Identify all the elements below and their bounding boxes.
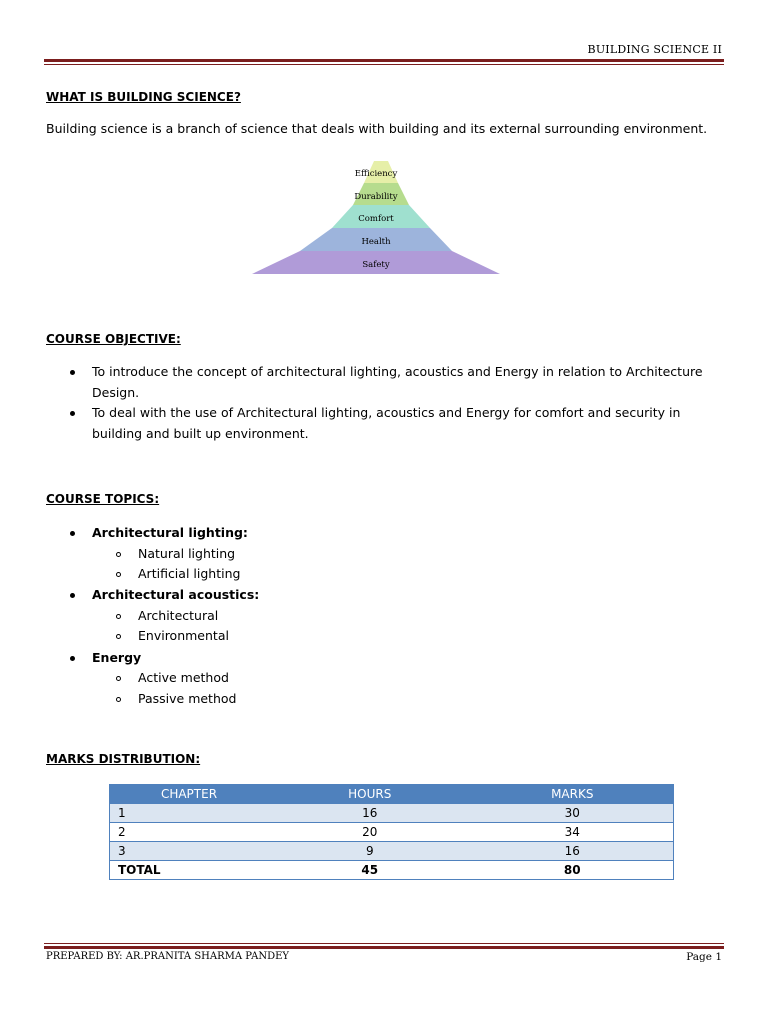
circle-bullet-icon <box>116 572 121 577</box>
objective-item-line: Design. <box>92 384 140 400</box>
footer-rule-thick <box>44 946 724 949</box>
topic-subitem: Active method <box>138 670 229 685</box>
circle-bullet-icon <box>116 634 121 639</box>
cell-chapter: 2 <box>110 823 269 842</box>
objective-item-line: To deal with the use of Architectural lighting, acoustics and Energy for comfort and security in <box>92 405 681 420</box>
table-total-row <box>110 861 674 880</box>
table-row <box>110 804 674 823</box>
objective-item-line: building and built up environment. <box>92 425 309 441</box>
cell-chapter: 1 <box>110 804 269 823</box>
circle-bullet-icon <box>116 676 121 681</box>
pyramid-label-health: Health <box>361 237 391 247</box>
section-heading-what-is: WHAT IS BUILDING SCIENCE? <box>46 90 241 104</box>
bullet-icon <box>70 531 75 536</box>
topic-subitem: Natural lighting <box>138 546 236 561</box>
table-row <box>110 842 674 861</box>
cell-total-hours: 45 <box>268 861 472 880</box>
marks-table <box>109 784 674 880</box>
definition-paragraph: Building science is a branch of science that deals with building and its external surrounding environment. <box>46 121 708 136</box>
footer-page-number: Page 1 <box>686 951 722 963</box>
building-science-pyramid <box>246 153 508 278</box>
bullet-icon <box>70 656 75 661</box>
cell-hours: 9 <box>268 842 472 861</box>
section-heading-topics: COURSE TOPICS: <box>46 492 160 506</box>
pyramid-label-safety: Safety <box>362 260 390 270</box>
objective-item <box>46 362 706 403</box>
footer-prepared-by: PREPARED BY: AR.PRANITA SHARMA PANDEY <box>46 951 289 962</box>
objective-list <box>46 362 706 444</box>
circle-bullet-icon <box>116 614 121 619</box>
header-rule-thick <box>44 59 724 62</box>
cell-marks: 16 <box>472 842 674 861</box>
cell-hours: 20 <box>268 823 472 842</box>
section-heading-marks: MARKS DISTRIBUTION: <box>46 752 201 766</box>
table-header-row <box>110 785 674 804</box>
topic-subitem: Passive method <box>138 691 237 706</box>
topic-subitem: Artificial lighting <box>138 566 241 581</box>
topic-subitem: Environmental <box>138 628 229 643</box>
section-heading-objective: COURSE OBJECTIVE: <box>46 332 181 346</box>
column-header-hours: HOURS <box>268 785 472 804</box>
pyramid-label-durability: Durability <box>354 192 398 202</box>
cell-total-marks: 80 <box>472 861 674 880</box>
objective-item <box>46 403 706 444</box>
cell-chapter: 3 <box>110 842 269 861</box>
circle-bullet-icon <box>116 697 121 702</box>
table-row <box>110 823 674 842</box>
bullet-icon <box>70 593 75 598</box>
footer-rule-thin <box>44 943 724 944</box>
topic-title: Architectural lighting: <box>92 525 248 540</box>
document-header-title: BUILDING SCIENCE II <box>587 43 722 56</box>
cell-hours: 16 <box>268 804 472 823</box>
pyramid-label-efficiency: Efficiency <box>354 169 398 179</box>
bullet-icon <box>70 411 75 416</box>
objective-item-line: To introduce the concept of architectural lighting, acoustics and Energy in relation to Architecture <box>92 364 703 379</box>
cell-total-label: TOTAL <box>110 861 269 880</box>
circle-bullet-icon <box>116 552 121 557</box>
bullet-icon <box>70 370 75 375</box>
column-header-chapter: CHAPTER <box>110 785 269 804</box>
header-rule-thin <box>44 64 724 65</box>
column-header-marks: MARKS <box>472 785 674 804</box>
cell-marks: 30 <box>472 804 674 823</box>
pyramid-label-comfort: Comfort <box>358 214 394 224</box>
topic-subitem: Architectural <box>138 608 219 623</box>
topic-title: Architectural acoustics: <box>92 587 260 602</box>
topic-title: Energy <box>92 650 142 665</box>
cell-marks: 34 <box>472 823 674 842</box>
